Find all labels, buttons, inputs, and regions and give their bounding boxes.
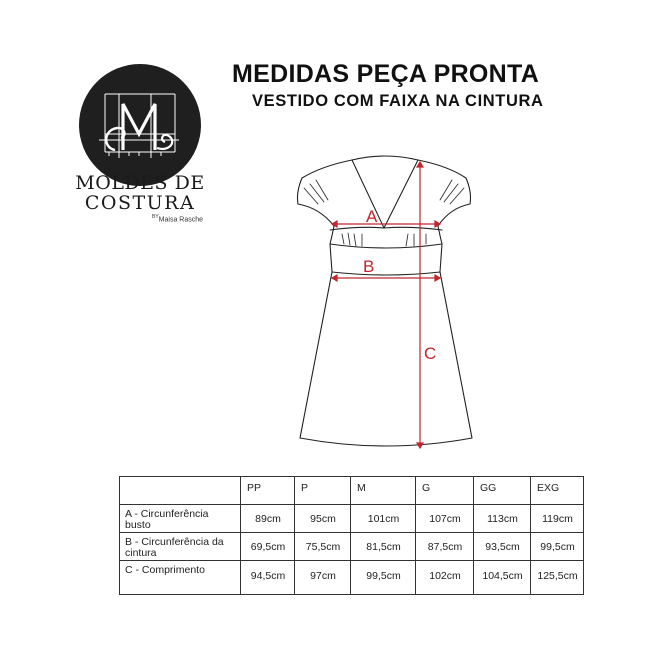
table-cell: 69,5cm: [241, 533, 295, 561]
table-header-cell: P: [295, 477, 351, 505]
dress-technical-drawing: [290, 148, 490, 458]
v-neck: [352, 160, 418, 228]
table-header-cell: GG: [474, 477, 531, 505]
table-cell: 95cm: [295, 505, 351, 533]
table-cell: 101cm: [351, 505, 416, 533]
table-header-row: [120, 477, 584, 505]
table-cell: 104,5cm: [474, 561, 531, 595]
table-row: [120, 561, 584, 595]
table-row: [120, 505, 584, 533]
size-table: [119, 476, 584, 595]
table-cell: 99,5cm: [351, 561, 416, 595]
waistband-top: [330, 244, 442, 248]
table-header-cell: G: [416, 477, 474, 505]
table-row-label: C - Comprimento: [120, 561, 241, 595]
left-sleeve: [298, 160, 353, 226]
page-subtitle: VESTIDO COM FAIXA NA CINTURA: [252, 92, 544, 110]
logo-text-moldes: MOLDES DE: [75, 172, 205, 194]
table-row: [120, 533, 584, 561]
table-cell: 125,5cm: [531, 561, 584, 595]
table-cell: 97cm: [295, 561, 351, 595]
table-cell: 87,5cm: [416, 533, 474, 561]
table-cell: 119cm: [531, 505, 584, 533]
logo-badge: [79, 64, 201, 186]
table-cell: 93,5cm: [474, 533, 531, 561]
table-header-cell: PP: [241, 477, 295, 505]
table-cell: 94,5cm: [241, 561, 295, 595]
table-cell: 75,5cm: [295, 533, 351, 561]
logo-text-costura: COSTURA: [84, 192, 196, 214]
measure-label-b: B: [363, 257, 375, 276]
logo-author: Maisa Rasche: [158, 216, 204, 224]
measure-label-c: C: [424, 344, 437, 363]
table-row-label: B - Circunferência da cintura: [120, 533, 241, 561]
table-header-cell: EXG: [531, 477, 584, 505]
waistband-bottom: [332, 272, 440, 275]
logo-by-label: BY: [152, 214, 159, 220]
logo-monogram-icon: [79, 64, 201, 186]
measure-label-a: A: [366, 207, 378, 226]
table-header-cell: [120, 477, 241, 505]
table-cell: 99,5cm: [531, 533, 584, 561]
table-cell: 107cm: [416, 505, 474, 533]
page-title: MEDIDAS PEÇA PRONTA: [232, 60, 540, 88]
table-cell: 89cm: [241, 505, 295, 533]
table-cell: 81,5cm: [351, 533, 416, 561]
logo-byline: [152, 214, 203, 223]
skirt: [300, 272, 472, 446]
table-header-cell: M: [351, 477, 416, 505]
table-row-label: A - Circunferência busto: [120, 505, 241, 533]
table-cell: 113cm: [474, 505, 531, 533]
neckline: [352, 156, 418, 160]
table-cell: 102cm: [416, 561, 474, 595]
